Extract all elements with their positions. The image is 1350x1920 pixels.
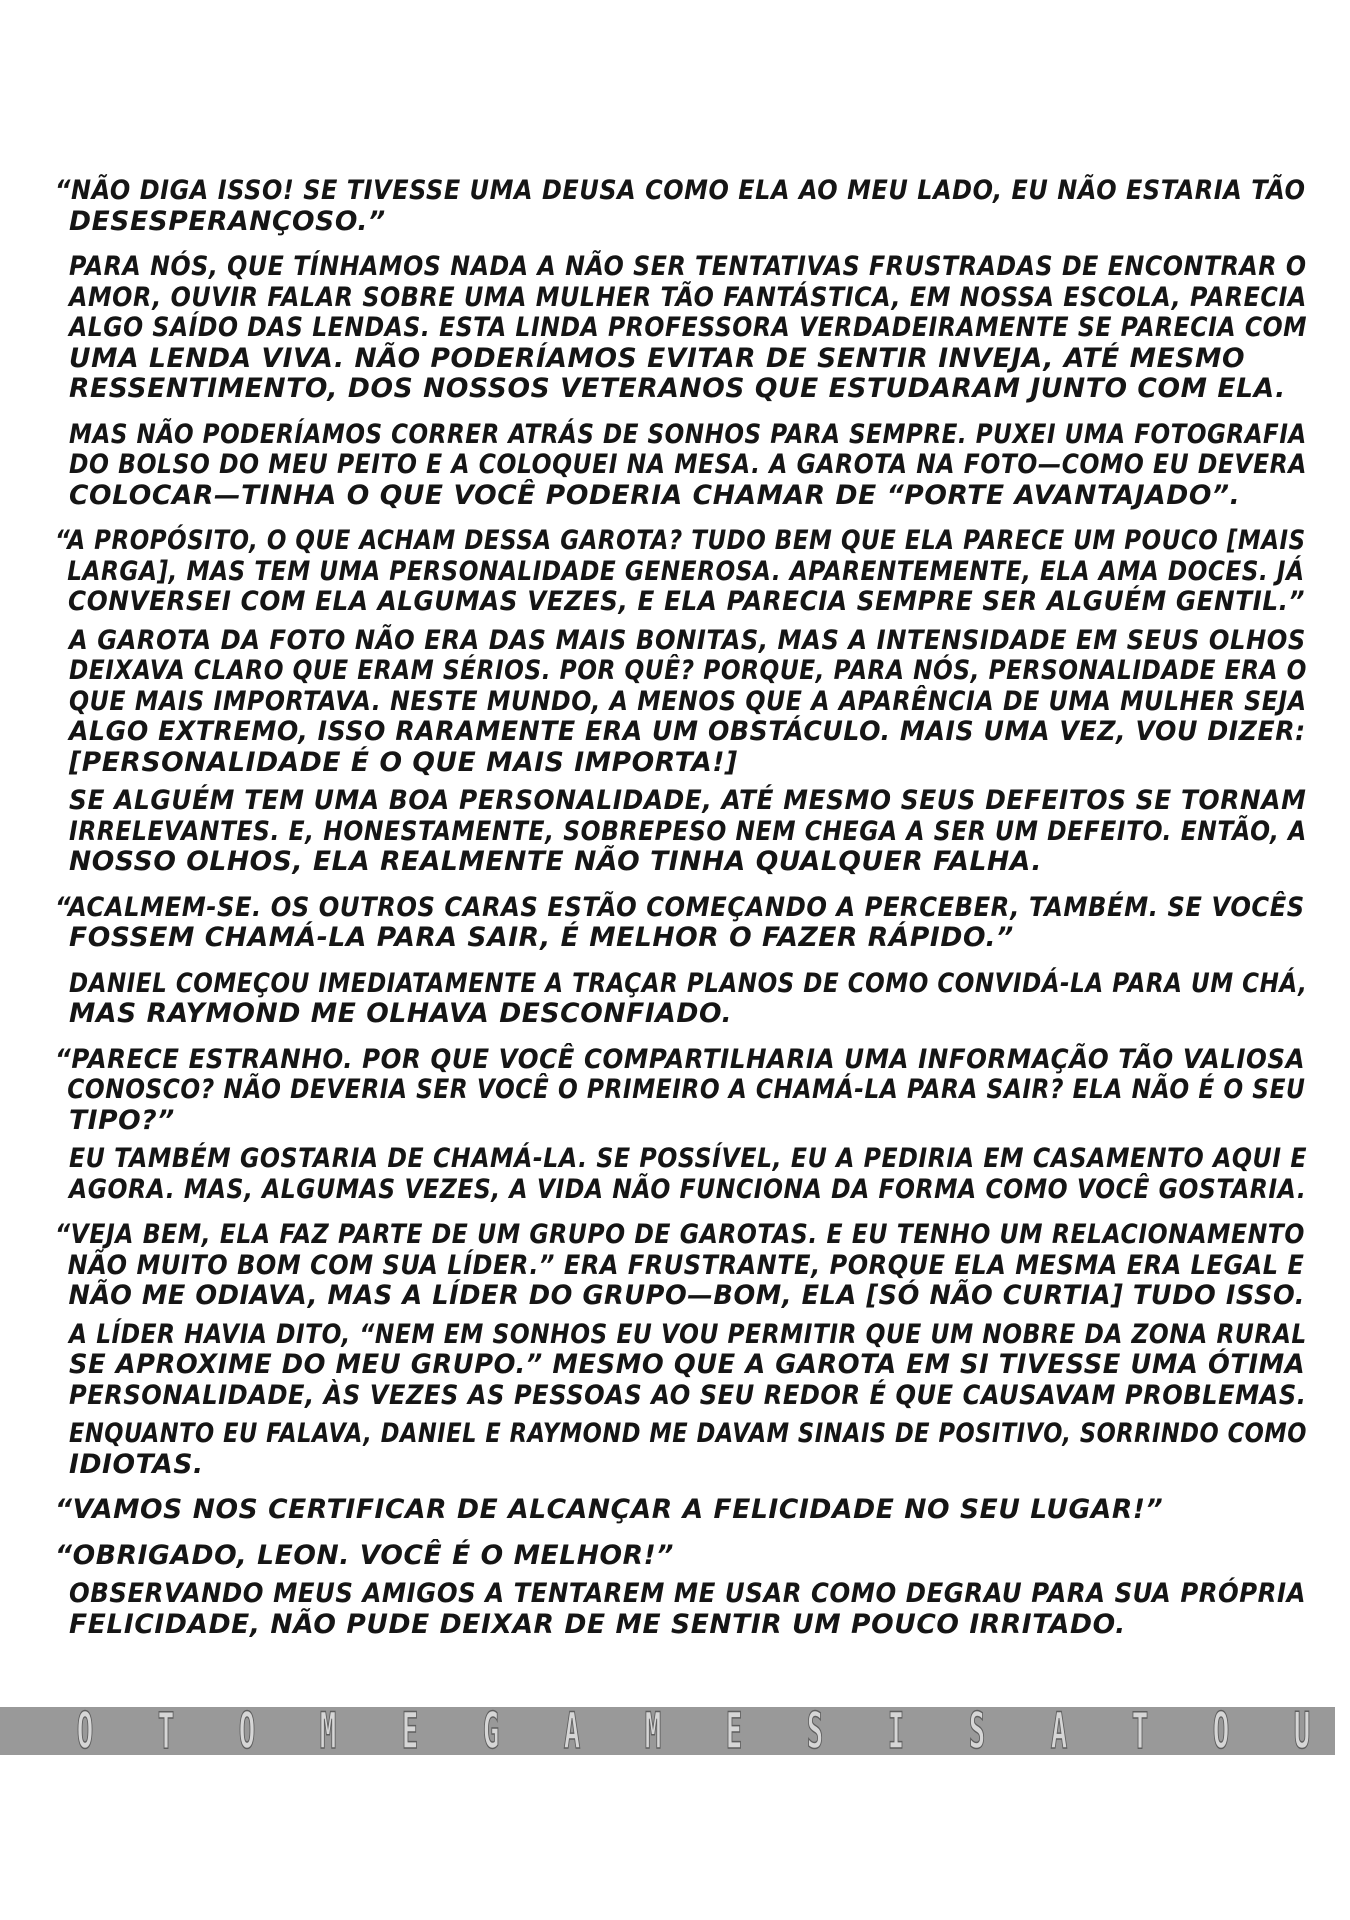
text-line: IDIOTAS. [69,1448,204,1480]
dialogue-paragraph [55,526,1305,618]
narration-paragraph [55,251,1308,405]
narration-paragraph [55,420,1305,512]
banner-letter: O [1212,1707,1230,1755]
narration-paragraph [55,626,1305,779]
text-line: IRRELEVANTES. E, HONESTAMENTE, SOBREPESO NEM CHEGA A SER UM DEFEITO. ENTÃO, A [69,815,1307,847]
narration-paragraph [55,1143,1308,1205]
text-line: ENQUANTO EU FALAVA, DANIEL E RAYMOND ME DAVAM SINAIS DE POSITIVO, SORRINDO COMO [69,1418,1307,1449]
text-line: AGORA. MAS, ALGUMAS VEZES, A VIDA NÃO FUNCIONA DA FORMA COMO VOCÊ GOSTARIA. [69,1173,1307,1205]
text-line: “A PROPÓSITO, O QUE ACHAM DESSA GAROTA? TUDO BEM QUE ELA PARECE UM POUCO [MAIS [55,525,1306,556]
text-line: FELICIDADE, NÃO PUDE DEIXAR DE ME SENTIR UM POUCO IRRITADO. [69,1608,1126,1640]
narration-paragraph [55,1419,1305,1480]
banner-letter: O [76,1707,94,1755]
banner-letter: E [725,1707,743,1755]
dialogue-paragraph [55,176,1305,237]
text-line: COLOCAR—TINHA O QUE VOCÊ PODERIA CHAMAR DE “PORTE AVANTAJADO”. [69,479,1241,511]
text-line: LARGA], MAS TEM UMA PERSONALIDADE GENEROSA. APARENTEMENTE, ELA AMA DOCES. JÁ [67,555,1305,587]
text-line: DEIXAVA CLARO QUE ERAM SÉRIOS. POR QUÊ? PORQUE, PARA NÓS, PERSONALIDADE ERA O [69,655,1307,686]
footer-title-letters [0,1707,1335,1755]
banner-letter: G [482,1707,499,1755]
banner-letter: A [1050,1707,1067,1755]
dialogue-paragraph [55,1220,1305,1312]
banner-letter: A [563,1707,581,1755]
narration-paragraph [55,786,1305,878]
text-line: CONOSCO? NÃO DEVERIA SER VOCÊ O PRIMEIRO A CHAMÁ-LA PARA SAIR? ELA NÃO É O SEU [67,1074,1306,1105]
text-line: ALGO SAÍDO DAS LENDAS. ESTA LINDA PROFESSORA VERDADEIRAMENTE SE PARECIA COM [69,312,1308,343]
text-line: “PARECE ESTRANHO. POR QUE VOCÊ COMPARTILHARIA UMA INFORMAÇÃO TÃO VALIOSA [55,1043,1306,1075]
banner-letter: E [401,1707,418,1755]
text-line: ALGO EXTREMO, ISSO RARAMENTE ERA UM OBSTÁCULO. MAIS UMA VEZ, VOU DIZER: [69,716,1306,747]
text-line: RESSENTIMENTO, DOS NOSSOS VETERANOS QUE ESTUDARAM JUNTO COM ELA. [69,373,1286,404]
narration-paragraph [55,1320,1305,1412]
dialogue-paragraph [55,1541,1305,1572]
text-line: “NÃO DIGA ISSO! SE TIVESSE UMA DEUSA COMO ELA AO MEU LADO, EU NÃO ESTARIA TÃO [55,175,1306,206]
text-line: TIPO?” [69,1104,175,1136]
dialogue-paragraph [55,1495,1305,1526]
text-line: A GAROTA DA FOTO NÃO ERA DAS MAIS BONITAS, MAS A INTENSIDADE EM SEUS OLHOS [69,624,1306,656]
dialogue-paragraph [55,1045,1305,1137]
banner-letter: M [644,1707,662,1755]
text-line: DESESPERANÇOSO.” [69,205,386,237]
banner-letter: O [239,1707,256,1755]
text-line: “ACALMEM-SE. OS OUTROS CARAS ESTÃO COMEÇANDO A PERCEBER, TAMBÉM. SE VOCÊS [55,891,1305,923]
text-line: “VAMOS NOS CERTIFICAR DE ALCANÇAR A FELICIDADE NO SEU LUGAR!” [55,1494,1164,1525]
text-line: DO BOLSO DO MEU PEITO E A COLOQUEI NA MESA. A GAROTA NA FOTO—COMO EU DEVERA [69,449,1307,480]
banner-letter: S [806,1707,824,1755]
text-line: SE APROXIME DO MEU GRUPO.” MESMO QUE A GAROTA EM SI TIVESSE UMA ÓTIMA [69,1349,1306,1380]
banner-letter: M [320,1707,337,1755]
dialogue-paragraph [55,893,1305,954]
text-line: EU TAMBÉM GOSTARIA DE CHAMÁ-LA. SE POSSÍVEL, EU A PEDIRIA EM CASAMENTO AQUI E [69,1143,1308,1174]
text-line: PARA NÓS, QUE TÍNHAMOS NADA A NÃO SER TENTATIVAS FRUSTRADAS DE ENCONTRAR O [69,251,1307,282]
text-line: MAS NÃO PODERÍAMOS CORRER ATRÁS DE SONHOS PARA SEMPRE. PUXEI UMA FOTOGRAFIA [69,418,1307,450]
banner-letter: S [969,1707,986,1755]
text-line: “VEJA BEM, ELA FAZ PARTE DE UM GRUPO DE GAROTAS. E EU TENHO UM RELACIONAMENTO [55,1219,1305,1250]
narration-paragraph [55,1579,1305,1640]
text-line: UMA LENDA VIVA. NÃO PODERÍAMOS EVITAR DE SENTIR INVEJA, ATÉ MESMO [69,342,1246,374]
banner-letter: T [1131,1707,1148,1755]
text-line: “OBRIGADO, LEON. VOCÊ É O MELHOR!” [55,1539,674,1571]
narration-paragraph [55,967,1308,1030]
text-line: PERSONALIDADE, ÀS VEZES AS PESSOAS AO SEU REDOR É QUE CAUSAVAM PROBLEMAS. [69,1379,1307,1411]
text-line: NOSSO OLHOS, ELA REALMENTE NÃO TINHA QUALQUER FALHA. [69,846,1043,877]
footer-title-banner [0,1707,1335,1755]
text-line: OBSERVANDO MEUS AMIGOS A TENTAREM ME USAR COMO DEGRAU PARA SUA PRÓPRIA [69,1578,1307,1609]
text-line: MAS RAYMOND ME OLHAVA DESCONFIADO. [69,998,733,1029]
story-text [55,175,1308,1640]
text-line: QUE MAIS IMPORTAVA. NESTE MUNDO, A MENOS QUE A APARÊNCIA DE UMA MULHER SEJA [69,685,1307,717]
text-line: SE ALGUÉM TEM UMA BOA PERSONALIDADE, ATÉ MESMO SEUS DEFEITOS SE TORNAM [69,785,1307,816]
banner-letter: U [1293,1707,1311,1755]
text-line: NÃO MUITO BOM COM SUA LÍDER.” ERA FRUSTRANTE, PORQUE ELA MESMA ERA LEGAL E [67,1249,1305,1281]
text-line: CONVERSEI COM ELA ALGUMAS VEZES, E ELA PARECIA SEMPRE SER ALGUÉM GENTIL.” [68,586,1306,617]
text-line: NÃO ME ODIAVA, MAS A LÍDER DO GRUPO—BOM, ELA [SÓ NÃO CURTIA] TUDO ISSO. [68,1280,1306,1311]
text-line: AMOR, OUVIR FALAR SOBRE UMA MULHER TÃO FANTÁSTICA, EM NOSSA ESCOLA, PARECIA [69,281,1307,313]
text-line: FOSSEM CHAMÁ-LA PARA SAIR, É MELHOR O FAZER RÁPIDO.” [69,922,1014,953]
banner-letter: T [157,1707,175,1755]
banner-letter: I [888,1707,905,1755]
text-line: DANIEL COMEÇOU IMEDIATAMENTE A TRAÇAR PLANOS DE COMO CONVIDÁ-LA PARA UM CHÁ, [69,967,1308,999]
text-line: A LÍDER HAVIA DITO, “NEM EM SONHOS EU VOU PERMITIR QUE UM NOBRE DA ZONA RURAL [69,1318,1307,1350]
text-line: [PERSONALIDADE É O QUE MAIS IMPORTA!] [69,746,738,778]
